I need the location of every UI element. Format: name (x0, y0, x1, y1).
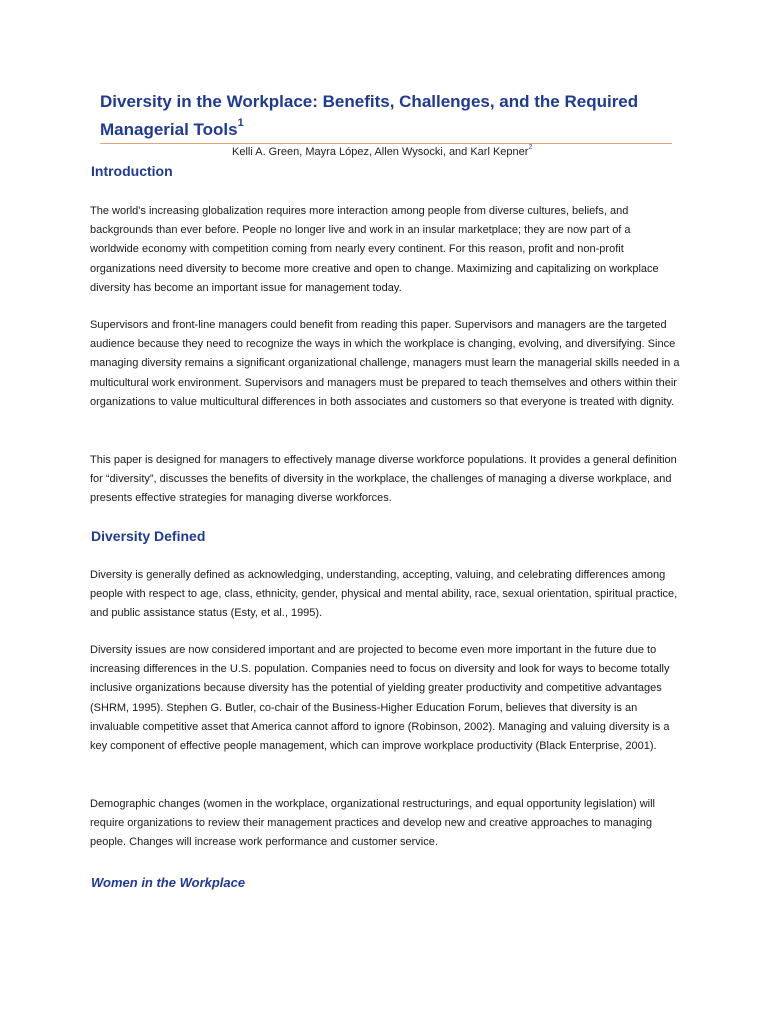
author-line (232, 146, 532, 158)
heading-introduction: Introduction (91, 163, 173, 179)
intro-paragraph-1: The world's increasing globalization requires more interaction among people from diverse cultures, beliefs, and backgrounds than ever before. People no longer live and work in an insular marketplace; they are now part of a worldwide economy with competition coming from nearly every continent. For this reason, profit and non-profit organizations need diversity to become more creative and open to change. Maximizing and capitalizing on workplace diversity has become an important issue for management today. (90, 205, 659, 294)
title-divider (100, 143, 672, 144)
title-footnote-marker[interactable]: 1 (237, 117, 244, 130)
author-footnote-marker[interactable]: 2 (528, 144, 533, 152)
intro-paragraph-2: Supervisors and front-line managers could benefit from reading this paper. Supervisors and managers are the targeted audience because they need to recognize the ways in which the workplace is changing, evolving, and diversifying. Since managing diversity remains a significant organizational challenge, managers must learn the managerial skills needed in a multicultural work environment. Supervisors and managers must be prepared to teach themselves and others within their organizations to value multicultural differences in both associates and customers so that everyone is treated with dignity. (90, 319, 680, 408)
intro-paragraph-3: This paper is designed for managers to effectively manage diverse workforce populations. It provides a general definition for “diversity”, discusses the benefits of diversity in the workplace, the challenges of managing a diverse workplace, and presents effective strategies for managing diverse workforces. (90, 454, 677, 505)
defined-paragraph-3: Demographic changes (women in the workplace, organizational restructurings, and equal opportunity legislation) will require organizations to review their management practices and develop new and creative approaches to managing people. Changes will increase work performance and customer service. (90, 798, 655, 849)
title-line-2: Managerial Tools (100, 120, 238, 139)
title-line-1: Diversity in the Workplace: Benefits, Challenges, and the Required (100, 92, 639, 111)
defined-paragraph-1: Diversity is generally defined as acknowledging, understanding, accepting, valuing, and celebrating differences among people with respect to age, class, ethnicity, gender, physical and mental ability, race, sexual orientation, spiritual practice, and public assistance status (Esty, et al., 1995). (90, 569, 678, 620)
document-title (100, 88, 700, 144)
author-names: Kelli A. Green, Mayra López, Allen Wysocki, and Karl Kepner (232, 146, 529, 158)
heading-women-in-workplace: Women in the Workplace (91, 875, 246, 890)
defined-paragraph-2: Diversity issues are now considered important and are projected to become even more important in the future due to increasing differences in the U.S. population. Companies need to focus on diversity and look for ways to become totally inclusive organizations because diversity has the potential of yielding greater productivity and competitive advantages (SHRM, 1995). Stephen G. Butler, co-chair of the Business-Higher Education Forum, believes that diversity is an invaluable competitive asset that America cannot afford to ignore (Robinson, 2002). Managing and valuing diversity is a key component of effective people management, which can improve workplace productivity (Black Enterprise, 2001). (90, 644, 670, 753)
heading-diversity-defined: Diversity Defined (91, 528, 206, 544)
